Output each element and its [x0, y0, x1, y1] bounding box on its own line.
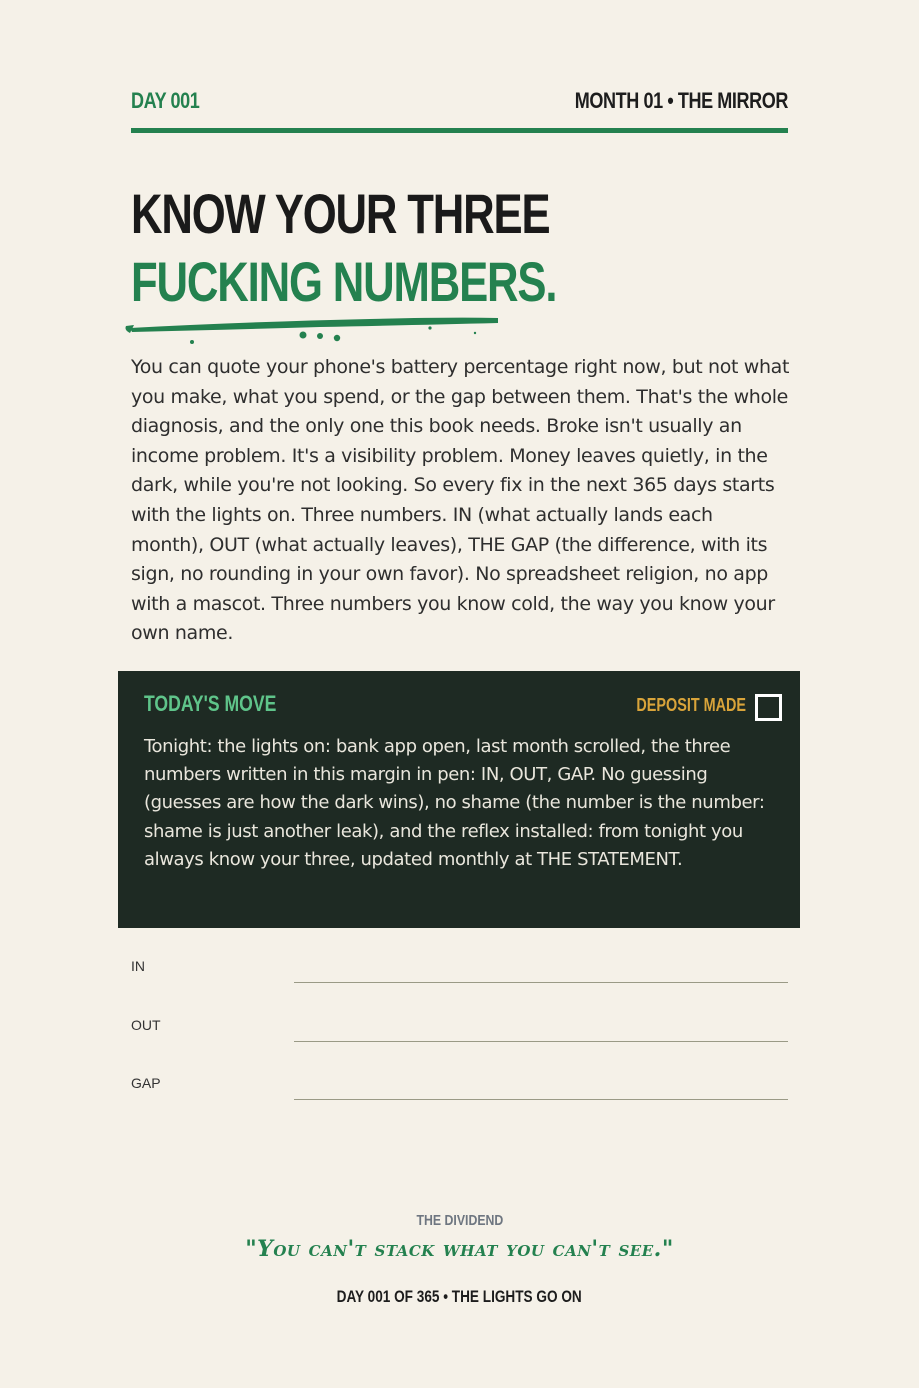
- brush-underline: [120, 308, 510, 350]
- field-label-out: OUT: [131, 1017, 161, 1033]
- intro-paragraph: You can quote your phone's battery percentage right now, but not what you make, what you spend, or the gap between them. That's the whole diagnosis, and the only one this book needs. Broke isn't usually an income problem. It's a visibility problem. Money leaves quietly, in the dark, while you're not looking. So every fix in the next 365 days starts with the lights on. Three numbers. IN (what actually lands each month), OUT (what actually leaves), THE GAP (the difference, with its sign, no rounding in your own favor). No spreadsheet religion, no app with a mascot. Three numbers you know cold, the way you know your own name.: [131, 356, 790, 645]
- todays-move-label: TODAY'S MOVE: [144, 691, 277, 716]
- field-row-in: [131, 958, 788, 998]
- field-input-out[interactable]: [294, 1041, 788, 1042]
- title-line-2: FUCKING NUMBERS.: [131, 250, 557, 313]
- footer-quote: "You can't stack what you can't see.": [245, 1236, 674, 1262]
- page-title: [131, 180, 556, 316]
- month-label: MONTH 01 • THE MIRROR: [574, 88, 788, 113]
- day-label: DAY 001: [131, 88, 200, 113]
- title-line-1: KNOW YOUR THREE: [131, 182, 550, 245]
- footer-kicker: [0, 1212, 919, 1229]
- page-header: [131, 88, 788, 133]
- field-row-out: [131, 1017, 788, 1057]
- footer-day-line-text: DAY 001 OF 365 • THE LIGHTS GO ON: [336, 1287, 583, 1306]
- footer-kicker-text: THE DIVIDEND: [416, 1212, 503, 1229]
- todays-move-text: Tonight: the lights on: bank app open, last month scrolled, the three numbers written in this margin in pen: IN, OUT, GAP. No guessing (guesses are how the dark wins), no shame (the number is the number: shame is just another leak), and the reflex installed: from tonight you always know your three, updated monthly at THE STATEMENT.: [144, 736, 765, 870]
- todays-move-box: [118, 671, 800, 928]
- field-label-in: IN: [131, 958, 145, 974]
- field-label-gap: GAP: [131, 1075, 161, 1091]
- field-row-gap: [131, 1075, 788, 1115]
- footer-day-line: [0, 1287, 919, 1307]
- deposit-made-label: DEPOSIT MADE: [636, 695, 746, 715]
- field-input-gap[interactable]: [294, 1099, 788, 1100]
- field-input-in[interactable]: [294, 982, 788, 983]
- deposit-made-checkbox[interactable]: [755, 694, 782, 721]
